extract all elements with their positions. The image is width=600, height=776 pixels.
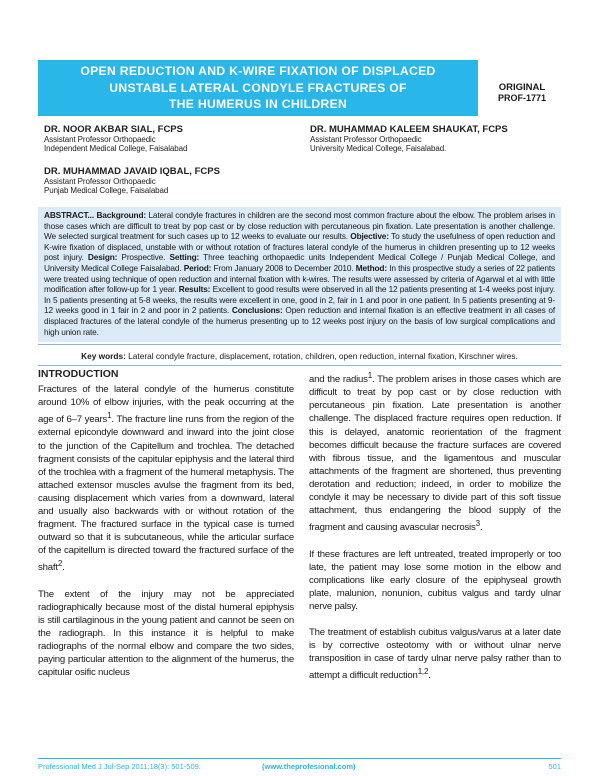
abstract-period: From January 2008 to December 2010. (211, 262, 356, 273)
author-1-institution: Independent Medical College, Faisalabad (44, 144, 188, 153)
intro-paragraph-5 (309, 626, 561, 683)
citation: 2 (57, 559, 63, 569)
right-column (309, 369, 561, 696)
author-2-institution: University Medical College, Faisalabad. (310, 144, 447, 153)
setting-label: Setting: (169, 252, 200, 263)
author-1-name: DR. NOOR AKBAR SIAL, FCPS (44, 124, 183, 135)
abstract-method: In this prospective study a series of 22 patients were treated using technique of open reduction and internal fixation with k-wires. The results were assessed by criteria of Agarwal et al with little modification after follow-up for 1 year. (44, 262, 555, 295)
intro-p5-text-a: The treatment of establish cubitus valgus/varus at a later date is by corrective osteotomy with or without ulnar nerve transposition in case of tardy ulnar nerve palsy rather than to attempt a difficult reduction (309, 626, 561, 682)
intro-paragraph-4: If these fractures are left untreated, treated improperly or too late, the patient may lose some motion in the elbow and complications like early closure of the epiphyseal growth plate, malunion, nonunion, cubitus valgus and tardy ulnar nerve palsy. (309, 548, 561, 612)
intro-paragraph-3 (309, 369, 561, 535)
abstract-results: Excellent to good results were observed in all the 12 patients presenting at 1-4 weeks post injury. In 5 patients presenting at 5-8 weeks, the results were excellent in one, good in 2, fair in 1 and poor in one patient. In 5 patients presenting at 9-12 weeks good in 1 fair in 2 and poor in 2 patients. (44, 284, 555, 316)
author-3-title: Assistant Professor Orthopaedic (44, 177, 156, 186)
intro-heading: INTRODUCTION (38, 368, 119, 380)
intro-p3-text-c: . (479, 522, 483, 534)
author-1 (44, 124, 187, 153)
abstract-setting: Three teaching orthopaedic units Independent Medical College / Punjab Medical College, and University Medical College Faisalabad. (44, 252, 556, 273)
method-label: Method: (355, 262, 387, 273)
conclusions-label: Conclusions: (231, 305, 283, 316)
citation: 1 (367, 371, 373, 380)
citation: 1 (107, 411, 112, 421)
keywords-bottom-rule (38, 365, 561, 366)
abstract-design: Prospective. (117, 252, 170, 263)
footer-rule (38, 758, 561, 759)
author-3 (44, 166, 220, 195)
keywords-top-rule (38, 344, 561, 345)
footer-citation: Professional Med J Jul-Sep 2011;18(3): 501-509. (38, 762, 201, 771)
article-code: PROF-1771 (497, 93, 547, 103)
citation: 3 (475, 519, 480, 529)
author-1-title: Assistant Professor Orthopaedic (44, 135, 156, 144)
intro-p1-text-b: . The fracture line runs from the region of the external epicondyle downward and inward into the joint close to the junction of the Capitellum and trochlea. The detached fragment consists of the capitular epiphysis and the lateral third of the trochlea with a fragment of the humeral metaphysis. The attached extensor muscles avulse the fragment from its bed, causing displacement which varies from a downward, lateral and usually also backwards with or without rotation of the fragment. The fractured surface in the typical case is turned outward so that it is subcutaneous, while the articular surface of the capitellum is directed toward the fractured surface of the shaft (38, 414, 294, 574)
keywords-text: Lateral condyle fracture, displacement, rotation, children, open reduction, internal fixation, Kirschner wires. (125, 351, 518, 361)
keywords-label: Key words: (81, 351, 126, 361)
title-line-2: UNSTABLE LATERAL CONDYLE FRACTURES OF (109, 80, 407, 95)
author-2-name: DR. MUHAMMAD KALEEM SHAUKAT, FCPS (310, 124, 508, 135)
abstract-lead: ABSTRACT... Background: (44, 210, 146, 220)
intro-p1-text-c: . (62, 562, 65, 574)
left-column (38, 383, 294, 692)
period-label: Period: (183, 262, 212, 273)
article-type: ORIGINAL (498, 82, 546, 93)
abstract (44, 210, 555, 337)
title-line-3: THE HUMERUS IN CHILDREN (168, 97, 348, 111)
results-label: Results: (178, 284, 211, 295)
author-3-name: DR. MUHAMMAD JAVAID IQBAL, FCPS (44, 166, 220, 177)
intro-p3-text-b: . The problem arises in those cases which are difficult to treat by pop cast or by close reduction with percutaneous pin fixation. Late presentation is another challenge. The displaced fracture requires open reduction. If this is delayed, anatomic reorientation of the fragment becomes difficult because the fracture surfaces are covered with fibrous tissue, and the ligamentous and muscular attachments of the fragment are shortened, thus preventing derotation and reduction; indeed, in order to mobilize the condyle it may be necessary to divide part of this soft tissue attachment, thus endangering the blood supply of the fragment and causing avascular necrosis (309, 374, 561, 534)
page-number: 501 (548, 762, 561, 771)
intro-p5-text-b: . (428, 670, 431, 682)
abstract-objective: To study the usefulness of open reduction and K-wire fixation of displaced, unstable with or without rotation of fractures lateral condyle of the humerus in children presenting up to 12 weeks post injury. (44, 231, 555, 263)
design-label: Design: (87, 252, 118, 263)
author-2-title: Assistant Professor Orthopaedic (310, 135, 422, 144)
intro-paragraph-2: The extent of the injury may not be appreciated radiographically because most of the distal humeral epiphysis is still cartilaginous in the young patient and cannot be seen on the radiograph. In this instance it is helpful to make radiographs of the normal elbow and compare the two sides, paying particular attention to the alignment of the humerus, the capitular osific nucleus (38, 588, 294, 679)
title-line-1: OPEN REDUCTION AND K-WIRE FIXATION OF DISPLACED (80, 64, 436, 78)
author-3-institution: Punjab Medical College, Faisalabad (44, 186, 169, 195)
intro-p1-text-a: Fractures of the lateral condyle of the humerus constitute around 10% of elbow injuries, with the peak occurring at the age of 6–7 years (38, 384, 294, 426)
abstract-background: Lateral condyle fractures in children are the second most common fracture about the elbow. The problem arises in those cases which are difficult to treat by pop cast or by close reduction with percutaneous pin fixation. Late presentation is another challenge. We selected surgical treatment for such cases up to 12 weeks to evaluate our results. (44, 210, 555, 242)
article-title (38, 63, 478, 113)
keywords (38, 351, 561, 361)
intro-paragraph-1 (38, 383, 294, 575)
author-2 (310, 124, 508, 153)
footer-website[interactable]: (www.theprofesional.com) (262, 762, 356, 771)
citation: 1,2 (417, 667, 429, 677)
intro-p3-text-a: and the radius (309, 374, 368, 386)
objective-label: Objective: (350, 231, 389, 242)
abstract-conclusions: Open reduction and internal fixation is an effective treatment in all cases of displaced fractures of the lateral condyle of the humerus presenting up to 12 weeks post injury on the basis of low surgical complications and high union rate. (44, 305, 555, 337)
